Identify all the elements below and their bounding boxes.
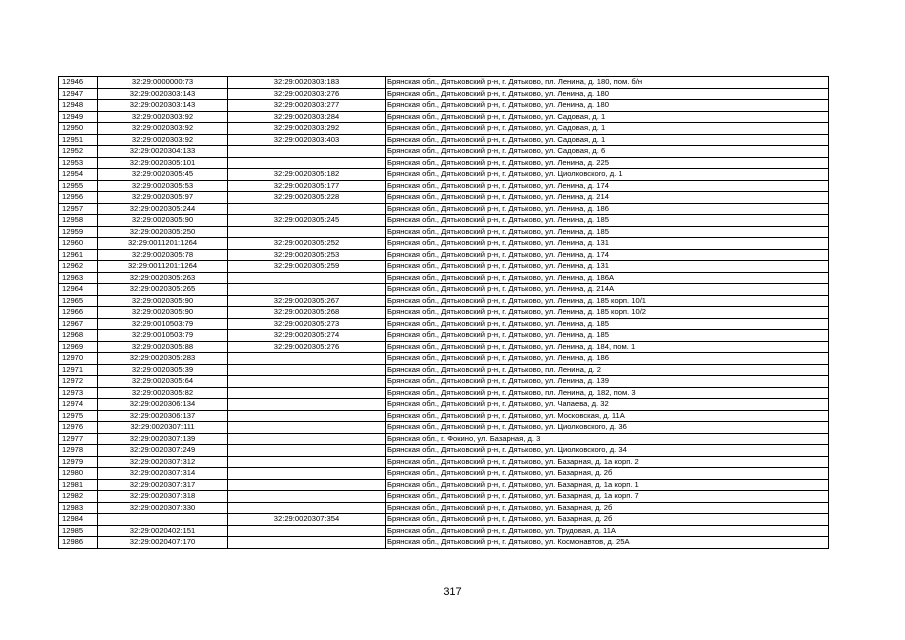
parcel-number-cell: 32:29:0020306:134 [98,399,228,411]
table-row [59,134,829,146]
registry-table [58,76,829,549]
row-number-cell: 12955 [59,180,98,192]
address-cell: Брянская обл., Дятьковский р-н, г. Дятьково, пл. Ленина, д. 182, пом. 3 [386,387,829,399]
building-number-cell [228,387,386,399]
parcel-number-cell: 32:29:0020305:64 [98,376,228,388]
row-number-cell: 12967 [59,318,98,330]
table-row [59,77,829,89]
row-number-cell: 12961 [59,249,98,261]
building-number-cell: 32:29:0020305:245 [228,215,386,227]
row-number-cell: 12979 [59,456,98,468]
row-number-cell: 12985 [59,525,98,537]
parcel-number-cell: 32:29:0020304:133 [98,146,228,158]
row-number-cell: 12946 [59,77,98,89]
row-number-cell: 12956 [59,192,98,204]
building-number-cell [228,157,386,169]
building-number-cell: 32:29:0020305:268 [228,307,386,319]
parcel-number-cell: 32:29:0020305:244 [98,203,228,215]
parcel-number-cell: 32:29:0020307:111 [98,422,228,434]
building-number-cell [228,226,386,238]
parcel-number-cell: 32:29:0020303:143 [98,88,228,100]
table-row [59,284,829,296]
parcel-number-cell: 32:29:0020307:318 [98,491,228,503]
row-number-cell: 12976 [59,422,98,434]
row-number-cell: 12982 [59,491,98,503]
address-cell: Брянская обл., Дятьковский р-н, г. Дятьково, ул. Ленина, д. 186А [386,272,829,284]
table-row [59,88,829,100]
row-number-cell: 12959 [59,226,98,238]
address-cell: Брянская обл., Дятьковский р-н, г. Дятьково, ул. Циолковского, д. 36 [386,422,829,434]
address-cell: Брянская обл., Дятьковский р-н, г. Дятьково, ул. Ленина, д. 225 [386,157,829,169]
building-number-cell: 32:29:0020303:276 [228,88,386,100]
row-number-cell: 12978 [59,445,98,457]
building-number-cell: 32:29:0020303:284 [228,111,386,123]
row-number-cell: 12963 [59,272,98,284]
address-cell: Брянская обл., Дятьковский р-н, г. Дятьково, ул. Циолковского, д. 1 [386,169,829,181]
address-cell: Брянская обл., Дятьковский р-н, г. Дятьково, ул. Ленина, д. 214А [386,284,829,296]
row-number-cell: 12958 [59,215,98,227]
parcel-number-cell: 32:29:0020303:143 [98,100,228,112]
table-row [59,525,829,537]
address-cell: Брянская обл., Дятьковский р-н, г. Дятьково, ул. Ленина, д. 186 [386,353,829,365]
building-number-cell [228,284,386,296]
row-number-cell: 12953 [59,157,98,169]
address-cell: Брянская обл., Дятьковский р-н, г. Дятьково, ул. Базарная, д. 1а корп. 2 [386,456,829,468]
row-number-cell: 12986 [59,537,98,549]
address-cell: Брянская обл., Дятьковский р-н, г. Дятьково, ул. Ленина, д. 185 [386,226,829,238]
table-row [59,180,829,192]
address-cell: Брянская обл., Дятьковский р-н, г. Дятьково, ул. Садовая, д. 1 [386,111,829,123]
row-number-cell: 12950 [59,123,98,135]
row-number-cell: 12971 [59,364,98,376]
table-row [59,399,829,411]
row-number-cell: 12948 [59,100,98,112]
table-row [59,353,829,365]
table-row [59,272,829,284]
building-number-cell [228,456,386,468]
address-cell: Брянская обл., Дятьковский р-н, г. Дятьково, ул. Трудовая, д. 11А [386,525,829,537]
table-row [59,376,829,388]
parcel-number-cell: 32:29:0020305:88 [98,341,228,353]
address-cell: Брянская обл., Дятьковский р-н, г. Дятьково, ул. Космонавтов, д. 25А [386,537,829,549]
row-number-cell: 12962 [59,261,98,273]
building-number-cell [228,376,386,388]
parcel-number-cell: 32:29:0020305:90 [98,295,228,307]
building-number-cell [228,364,386,376]
address-cell: Брянская обл., Дятьковский р-н, г. Дятьково, ул. Базарная, д. 1а корп. 7 [386,491,829,503]
table-row [59,146,829,158]
address-cell: Брянская обл., Дятьковский р-н, г. Дятьково, ул. Циолковского, д. 34 [386,445,829,457]
table-row [59,203,829,215]
parcel-number-cell: 32:29:0020305:82 [98,387,228,399]
parcel-number-cell: 32:29:0020307:249 [98,445,228,457]
parcel-number-cell: 32:29:0020307:314 [98,468,228,480]
address-cell: Брянская обл., Дятьковский р-н, г. Дятьково, ул. Садовая, д. 1 [386,123,829,135]
table-row [59,307,829,319]
row-number-cell: 12947 [59,88,98,100]
address-cell: Брянская обл., Дятьковский р-н, г. Дятьково, ул. Ленина, д. 180 [386,100,829,112]
row-number-cell: 12984 [59,514,98,526]
page-number: 317 [443,586,462,598]
building-number-cell [228,410,386,422]
address-cell: Брянская обл., Дятьковский р-н, г. Дятьково, ул. Базарная, д. 2б [386,514,829,526]
table-row [59,364,829,376]
table-row [59,192,829,204]
building-number-cell: 32:29:0020305:228 [228,192,386,204]
table-row [59,456,829,468]
building-number-cell: 32:29:0020305:253 [228,249,386,261]
row-number-cell: 12966 [59,307,98,319]
building-number-cell: 32:29:0020305:177 [228,180,386,192]
building-number-cell [228,433,386,445]
table-row [59,123,829,135]
table-row [59,502,829,514]
row-number-cell: 12951 [59,134,98,146]
parcel-number-cell: 32:29:0020307:139 [98,433,228,445]
table-row [59,341,829,353]
row-number-cell: 12968 [59,330,98,342]
address-cell: Брянская обл., г. Фокино, ул. Базарная, д. 3 [386,433,829,445]
building-number-cell: 32:29:0020305:267 [228,295,386,307]
row-number-cell: 12949 [59,111,98,123]
building-number-cell: 32:29:0020303:277 [228,100,386,112]
row-number-cell: 12977 [59,433,98,445]
building-number-cell: 32:29:0020303:292 [228,123,386,135]
address-cell: Брянская обл., Дятьковский р-н, г. Дятьково, ул. Ленина, д. 184, пом. 1 [386,341,829,353]
building-number-cell: 32:29:0020303:403 [228,134,386,146]
building-number-cell [228,537,386,549]
address-cell: Брянская обл., Дятьковский р-н, г. Дятьково, ул. Ленина, д. 185 [386,330,829,342]
parcel-number-cell: 32:29:0010503:79 [98,330,228,342]
parcel-number-cell: 32:29:0020305:97 [98,192,228,204]
table-row [59,479,829,491]
address-cell: Брянская обл., Дятьковский р-н, г. Дятьково, ул. Ленина, д. 131 [386,238,829,250]
building-number-cell [228,203,386,215]
row-number-cell: 12975 [59,410,98,422]
address-cell: Брянская обл., Дятьковский р-н, г. Дятьково, ул. Ленина, д. 185 [386,318,829,330]
address-cell: Брянская обл., Дятьковский р-н, г. Дятьково, ул. Ленина, д. 185 корп. 10/2 [386,307,829,319]
table-row [59,387,829,399]
parcel-number-cell: 32:29:0020307:330 [98,502,228,514]
table-row [59,249,829,261]
address-cell: Брянская обл., Дятьковский р-н, г. Дятьково, ул. Садовая, д. 1 [386,134,829,146]
building-number-cell [228,422,386,434]
registry-table-body [59,77,829,549]
table-row [59,169,829,181]
address-cell: Брянская обл., Дятьковский р-н, г. Дятьково, ул. Базарная, д. 1а корп. 1 [386,479,829,491]
parcel-number-cell: 32:29:0020305:90 [98,307,228,319]
table-row [59,433,829,445]
parcel-number-cell: 32:29:0020305:90 [98,215,228,227]
address-cell: Брянская обл., Дятьковский р-н, г. Дятьково, ул. Чапаева, д. 32 [386,399,829,411]
parcel-number-cell: 32:29:0011201:1264 [98,261,228,273]
row-number-cell: 12980 [59,468,98,480]
address-cell: Брянская обл., Дятьковский р-н, г. Дятьково, ул. Ленина, д. 185 корп. 10/1 [386,295,829,307]
table-row [59,445,829,457]
address-cell: Брянская обл., Дятьковский р-н, г. Дятьково, ул. Ленина, д. 174 [386,180,829,192]
row-number-cell: 12965 [59,295,98,307]
parcel-number-cell: 32:29:0020305:101 [98,157,228,169]
building-number-cell [228,525,386,537]
parcel-number-cell: 32:29:0000000:73 [98,77,228,89]
table-row [59,410,829,422]
building-number-cell [228,146,386,158]
parcel-number-cell: 32:29:0020305:39 [98,364,228,376]
parcel-number-cell [98,514,228,526]
row-number-cell: 12973 [59,387,98,399]
row-number-cell: 12960 [59,238,98,250]
table-row [59,226,829,238]
table-row [59,295,829,307]
address-cell: Брянская обл., Дятьковский р-н, г. Дятьково, пл. Ленина, д. 180, пом. б/н [386,77,829,89]
building-number-cell: 32:29:0020305:182 [228,169,386,181]
table-row [59,100,829,112]
table-row [59,537,829,549]
parcel-number-cell: 32:29:0020306:137 [98,410,228,422]
parcel-number-cell: 32:29:0020303:92 [98,111,228,123]
parcel-number-cell: 32:29:0020305:250 [98,226,228,238]
row-number-cell: 12969 [59,341,98,353]
parcel-number-cell: 32:29:0011201:1264 [98,238,228,250]
address-cell: Брянская обл., Дятьковский р-н, г. Дятьково, ул. Ленина, д. 214 [386,192,829,204]
building-number-cell [228,502,386,514]
table-row [59,157,829,169]
table-row [59,111,829,123]
parcel-number-cell: 32:29:0020305:265 [98,284,228,296]
address-cell: Брянская обл., Дятьковский р-н, г. Дятьково, ул. Ленина, д. 180 [386,88,829,100]
table-row [59,514,829,526]
row-number-cell: 12952 [59,146,98,158]
address-cell: Брянская обл., Дятьковский р-н, г. Дятьково, ул. Базарная, д. 2б [386,502,829,514]
building-number-cell: 32:29:0020305:276 [228,341,386,353]
building-number-cell [228,445,386,457]
building-number-cell [228,272,386,284]
building-number-cell [228,399,386,411]
row-number-cell: 12981 [59,479,98,491]
building-number-cell: 32:29:0020303:183 [228,77,386,89]
parcel-number-cell: 32:29:0020303:92 [98,134,228,146]
table-row [59,238,829,250]
building-number-cell: 32:29:0020305:252 [228,238,386,250]
parcel-number-cell: 32:29:0020305:78 [98,249,228,261]
address-cell: Брянская обл., Дятьковский р-н, г. Дятьково, ул. Садовая, д. 6 [386,146,829,158]
building-number-cell: 32:29:0020307:354 [228,514,386,526]
parcel-number-cell: 32:29:0020305:53 [98,180,228,192]
building-number-cell: 32:29:0020305:259 [228,261,386,273]
parcel-number-cell: 32:29:0020402:151 [98,525,228,537]
building-number-cell [228,491,386,503]
address-cell: Брянская обл., Дятьковский р-н, г. Дятьково, ул. Ленина, д. 185 [386,215,829,227]
parcel-number-cell: 32:29:0020305:283 [98,353,228,365]
table-row [59,330,829,342]
table-row [59,318,829,330]
table-row [59,491,829,503]
parcel-number-cell: 32:29:0020305:263 [98,272,228,284]
building-number-cell [228,353,386,365]
row-number-cell: 12974 [59,399,98,411]
row-number-cell: 12964 [59,284,98,296]
parcel-number-cell: 32:29:0020305:45 [98,169,228,181]
building-number-cell: 32:29:0020305:274 [228,330,386,342]
parcel-number-cell: 32:29:0020407:170 [98,537,228,549]
table-row [59,422,829,434]
address-cell: Брянская обл., Дятьковский р-н, г. Дятьково, ул. Базарная, д. 2б [386,468,829,480]
address-cell: Брянская обл., Дятьковский р-н, г. Дятьково, пл. Ленина, д. 2 [386,364,829,376]
parcel-number-cell: 32:29:0020307:317 [98,479,228,491]
parcel-number-cell: 32:29:0010503:79 [98,318,228,330]
row-number-cell: 12954 [59,169,98,181]
row-number-cell: 12970 [59,353,98,365]
address-cell: Брянская обл., Дятьковский р-н, г. Дятьково, ул. Ленина, д. 139 [386,376,829,388]
table-row [59,468,829,480]
building-number-cell: 32:29:0020305:273 [228,318,386,330]
address-cell: Брянская обл., Дятьковский р-н, г. Дятьково, ул. Ленина, д. 131 [386,261,829,273]
row-number-cell: 12957 [59,203,98,215]
address-cell: Брянская обл., Дятьковский р-н, г. Дятьково, ул. Ленина, д. 186 [386,203,829,215]
row-number-cell: 12972 [59,376,98,388]
table-row [59,215,829,227]
parcel-number-cell: 32:29:0020307:312 [98,456,228,468]
building-number-cell [228,468,386,480]
table-row [59,261,829,273]
address-cell: Брянская обл., Дятьковский р-н, г. Дятьково, ул. Ленина, д. 174 [386,249,829,261]
parcel-number-cell: 32:29:0020303:92 [98,123,228,135]
building-number-cell [228,479,386,491]
row-number-cell: 12983 [59,502,98,514]
address-cell: Брянская обл., Дятьковский р-н, г. Дятьково, ул. Московская, д. 11А [386,410,829,422]
